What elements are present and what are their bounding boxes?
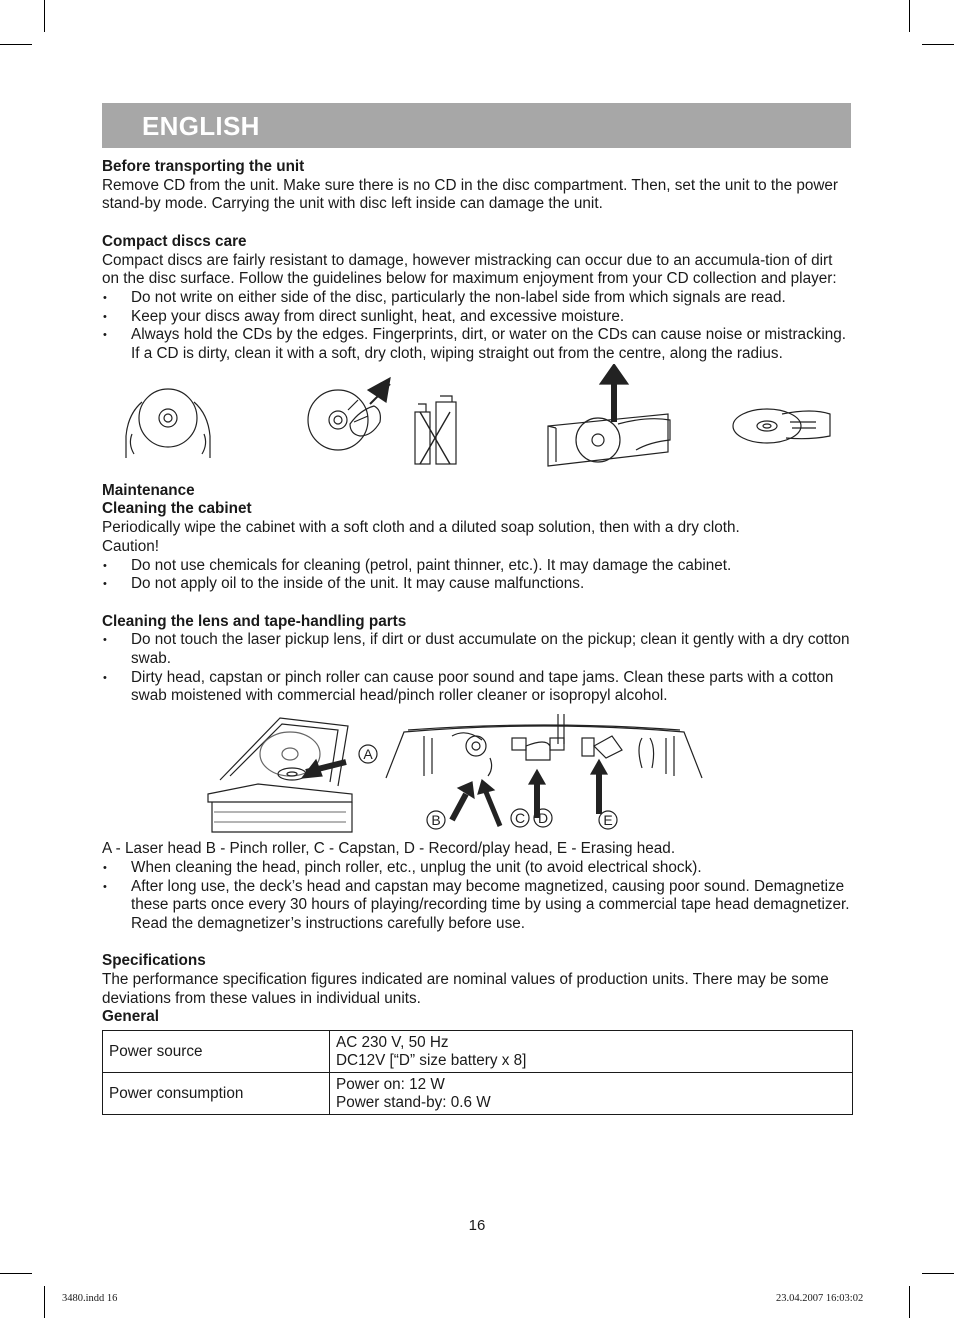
spec-value-line: Power stand-by: 0.6 W (336, 1093, 491, 1111)
crop-mark (44, 1286, 45, 1318)
maintenance-heading: Maintenance (102, 481, 195, 499)
spec-value (330, 1073, 853, 1115)
list-item: • Do not touch the laser pickup lens, if dirt or dust accumulate on the pickup; clean it gently with a dry cotton swab. (102, 631, 852, 668)
manual-content (102, 158, 852, 1115)
general-heading: General (102, 1008, 159, 1026)
disc-held-by-edges-icon (126, 389, 210, 458)
spec-value-line: AC 230 V, 50 Hz (336, 1034, 449, 1052)
spec-value-line: DC12V [“D” size battery x 8] (336, 1051, 527, 1069)
spec-label: Power source (103, 1031, 330, 1073)
caution-label: Caution! (102, 537, 159, 555)
list-item: • Dirty head, capstan or pinch roller can cause poor sound and tape jams. Clean these parts with a cotton swab moistened with commercial head/pinch roller cleaner or isopropyl alcohol. (102, 669, 852, 706)
cd-care-list (102, 289, 852, 364)
table-row (103, 1073, 853, 1115)
deck-list (102, 859, 852, 934)
spec-value-line: Power on: 12 W (336, 1076, 445, 1094)
list-item: • After long use, the deck’s head and capstan may become magnetized, causing poor sound. Demagnetize these parts once every 30 hours of playing/recording time by using a commercial tape head demagnetizer. Read the demagnetizer’s instructions carefully before use. (102, 878, 852, 934)
cabinet-heading: Cleaning the cabinet (102, 500, 252, 518)
lens-heading: Cleaning the lens and tape-handling parts (102, 612, 407, 630)
crop-mark (922, 44, 954, 45)
label-d: D (537, 810, 549, 827)
language-title: ENGLISH (142, 111, 260, 141)
page-number: 16 (468, 1217, 486, 1234)
list-item: • Do not write on either side of the disc, particularly the non-label side from which signals are read. (102, 289, 852, 308)
cd-care-text: Compact discs are fairly resistant to damage, however mistracking can occur due to an accumula-tion of dirt on the disc surface. Follow the guidelines below for maximum enjoyment from your CD collection and player: (102, 251, 837, 288)
label-a: A (363, 746, 373, 763)
deck-parts-drawing (102, 706, 852, 840)
cabinet-list (102, 557, 852, 594)
transport-text: Remove CD from the unit. Make sure there is no CD in the disc compartment. Then, set the unit to the power stand-by mode. Carrying the unit with disc left inside can damage the unit. (102, 176, 839, 213)
transport-heading: Before transporting the unit (102, 158, 305, 175)
spec-value (330, 1031, 853, 1073)
specs-heading: Specifications (102, 952, 206, 970)
spec-table (102, 1030, 853, 1115)
label-c: C (514, 810, 526, 827)
footer-date: 23.04.2007 16:03:02 (776, 1293, 864, 1304)
cabinet-text: Periodically wipe the cabinet with a soft cloth and a diluted soap solution, then with a dry cloth. (102, 519, 740, 537)
cd-care-illustration (102, 364, 852, 482)
table-row (103, 1031, 853, 1073)
label-e: E (603, 812, 613, 829)
crop-mark (922, 1273, 954, 1274)
footer-file: 3480.indd 16 (62, 1293, 118, 1304)
crop-mark (0, 1273, 32, 1274)
disc-in-hand-icon (733, 409, 830, 443)
disc-wiping-icon (308, 378, 456, 464)
specs-text: The performance specification figures indicated are nominal values of production units. There may be some deviations from these values in individual units. (102, 971, 829, 1007)
crop-mark (44, 0, 45, 32)
language-banner (102, 103, 851, 148)
list-item: • Keep your discs away from direct sunlight, heat, and excessive moisture. (102, 308, 852, 327)
cd-care-heading: Compact discs care (102, 232, 247, 250)
crop-mark (909, 0, 910, 32)
deck-illustration (102, 706, 852, 840)
list-item: • Do not use chemicals for cleaning (petrol, paint thinner, etc.). It may damage the cabinet. (102, 557, 852, 576)
cd-player-open-lid-icon (208, 718, 352, 832)
disc-tray-icon (548, 364, 670, 466)
lens-list (102, 631, 852, 706)
parts-legend: A - Laser head B - Pinch roller, C - Capstan, D - Record/play head, E - Erasing head. (102, 840, 676, 858)
list-item: • Do not apply oil to the inside of the unit. It may cause malfunctions. (102, 575, 852, 594)
list-item: • Always hold the CDs by the edges. Fingerprints, dirt, or water on the CDs can cause noise or mistracking. If a CD is dirty, clean it with a soft, dry cloth, wiping straight out from the centre, along the radius. (102, 326, 852, 363)
spec-label: Power consumption (103, 1073, 330, 1115)
crop-mark (0, 44, 32, 45)
crop-mark (909, 1286, 910, 1318)
label-b: B (431, 812, 441, 829)
cd-handling-drawing (102, 364, 852, 482)
list-item: • When cleaning the head, pinch roller, etc., unplug the unit (to avoid electrical shock). (102, 859, 852, 878)
